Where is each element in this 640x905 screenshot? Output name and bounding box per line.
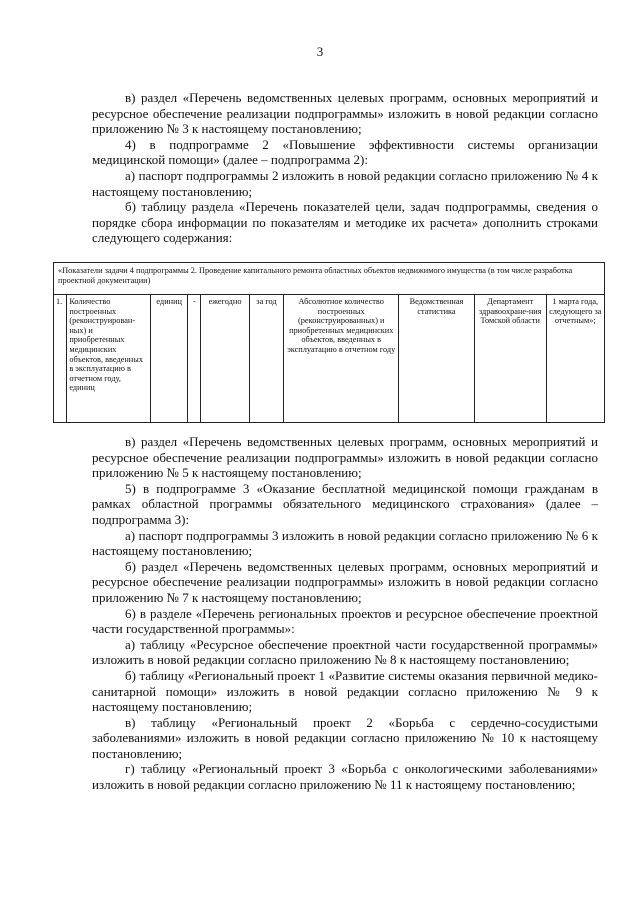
table-row xyxy=(54,295,605,423)
top-text-block xyxy=(92,90,598,246)
paragraph: б) таблицу раздела «Перечень показателей цели, задач подпрограммы, сведения о порядке сбора информации по показателям и методике их расчета» дополнить строками следующего содержания: xyxy=(92,199,598,246)
paragraph: б) таблицу «Региональный проект 1 «Развитие системы оказания первичной медико-санитарной помощи» изложить в новой редакции согласно приложению № 9 к настоящему постановлению; xyxy=(92,667,598,715)
cell-unit: единиц xyxy=(151,295,188,423)
paragraph: г) таблицу «Региональный проект 3 «Борьба с онкологическими заболеваниями» изложить в новой редакции согласно приложению № 11 к настоящему постановлению; xyxy=(92,761,598,793)
cell-method: Абсолютное количество построенных (реконструированных) и приобретенных медицинских объектов, введенных в эксплуатацию в отчетном году xyxy=(284,295,399,423)
bottom-text-block xyxy=(92,434,598,793)
table-caption: «Показатели задачи 4 подпрограммы 2. Проведение капитального ремонта областных объектов недвижимого имущества (в том числе разработка проектной документации) xyxy=(54,263,605,295)
paragraph: 6) в разделе «Перечень региональных проектов и ресурсное обеспечение проектной части государственной программы»: xyxy=(92,605,598,637)
paragraph: б) раздел «Перечень ведомственных целевых программ, основных мероприятий и ресурсное обеспечение реализации подпрограммы» изложить в новой редакции согласно приложению № 7 к настоящему постановлению; xyxy=(92,558,598,605)
paragraph: 4) в подпрограмме 2 «Повышение эффективности системы организации медицинской помощи» (далее – подпрограмма 2): xyxy=(92,136,598,168)
cell-responsible: Департамент здравоохране-ния Томской области xyxy=(474,295,546,423)
paragraph: а) паспорт подпрограммы 2 изложить в новой редакции согласно приложению № 4 к настоящему постановлению; xyxy=(92,167,598,199)
page-number: 3 xyxy=(316,44,324,59)
cell-period: за год xyxy=(249,295,284,423)
cell-dash: - xyxy=(188,295,201,423)
paragraph: в) раздел «Перечень ведомственных целевых программ, основных мероприятий и ресурсное обеспечение реализации подпрограммы» изложить в новой редакции согласно приложению № 5 к настоящему постановлению; xyxy=(92,434,598,481)
cell-source: Ведомственная статистика xyxy=(399,295,475,423)
cell-number: 1. xyxy=(54,295,67,423)
paragraph: а) таблицу «Ресурсное обеспечение проектной части государственной программы» изложить в новой редакции согласно приложению № 8 к настоящему постановлению; xyxy=(92,636,598,668)
paragraph: в) раздел «Перечень ведомственных целевых программ, основных мероприятий и ресурсное обеспечение реализации подпрограммы» изложить в новой редакции согласно приложению № 3 к настоящему постановлению; xyxy=(92,90,598,137)
cell-frequency: ежегодно xyxy=(201,295,249,423)
cell-indicator-name: Количество построенных (реконструирован-ных) и приобретенных медицинских объектов, введенных в эксплуатацию в отчетном году, единиц xyxy=(67,295,151,423)
cell-deadline: 1 марта года, следующего за отчетным»; xyxy=(546,295,604,423)
paragraph: а) паспорт подпрограммы 3 изложить в новой редакции согласно приложению № 6 к настоящему постановлению; xyxy=(92,527,598,559)
paragraph: в) таблицу «Региональный проект 2 «Борьба с сердечно-сосудистыми заболеваниями» изложить в новой редакции согласно приложению № 10 к настоящему постановлению; xyxy=(92,714,598,761)
indicator-table xyxy=(53,262,605,423)
paragraph: 5) в подпрограмме 3 «Оказание бесплатной медицинской помощи гражданам в рамках областной программы обязательного медицинского страхования» (далее – подпрограмма 3): xyxy=(92,480,598,527)
